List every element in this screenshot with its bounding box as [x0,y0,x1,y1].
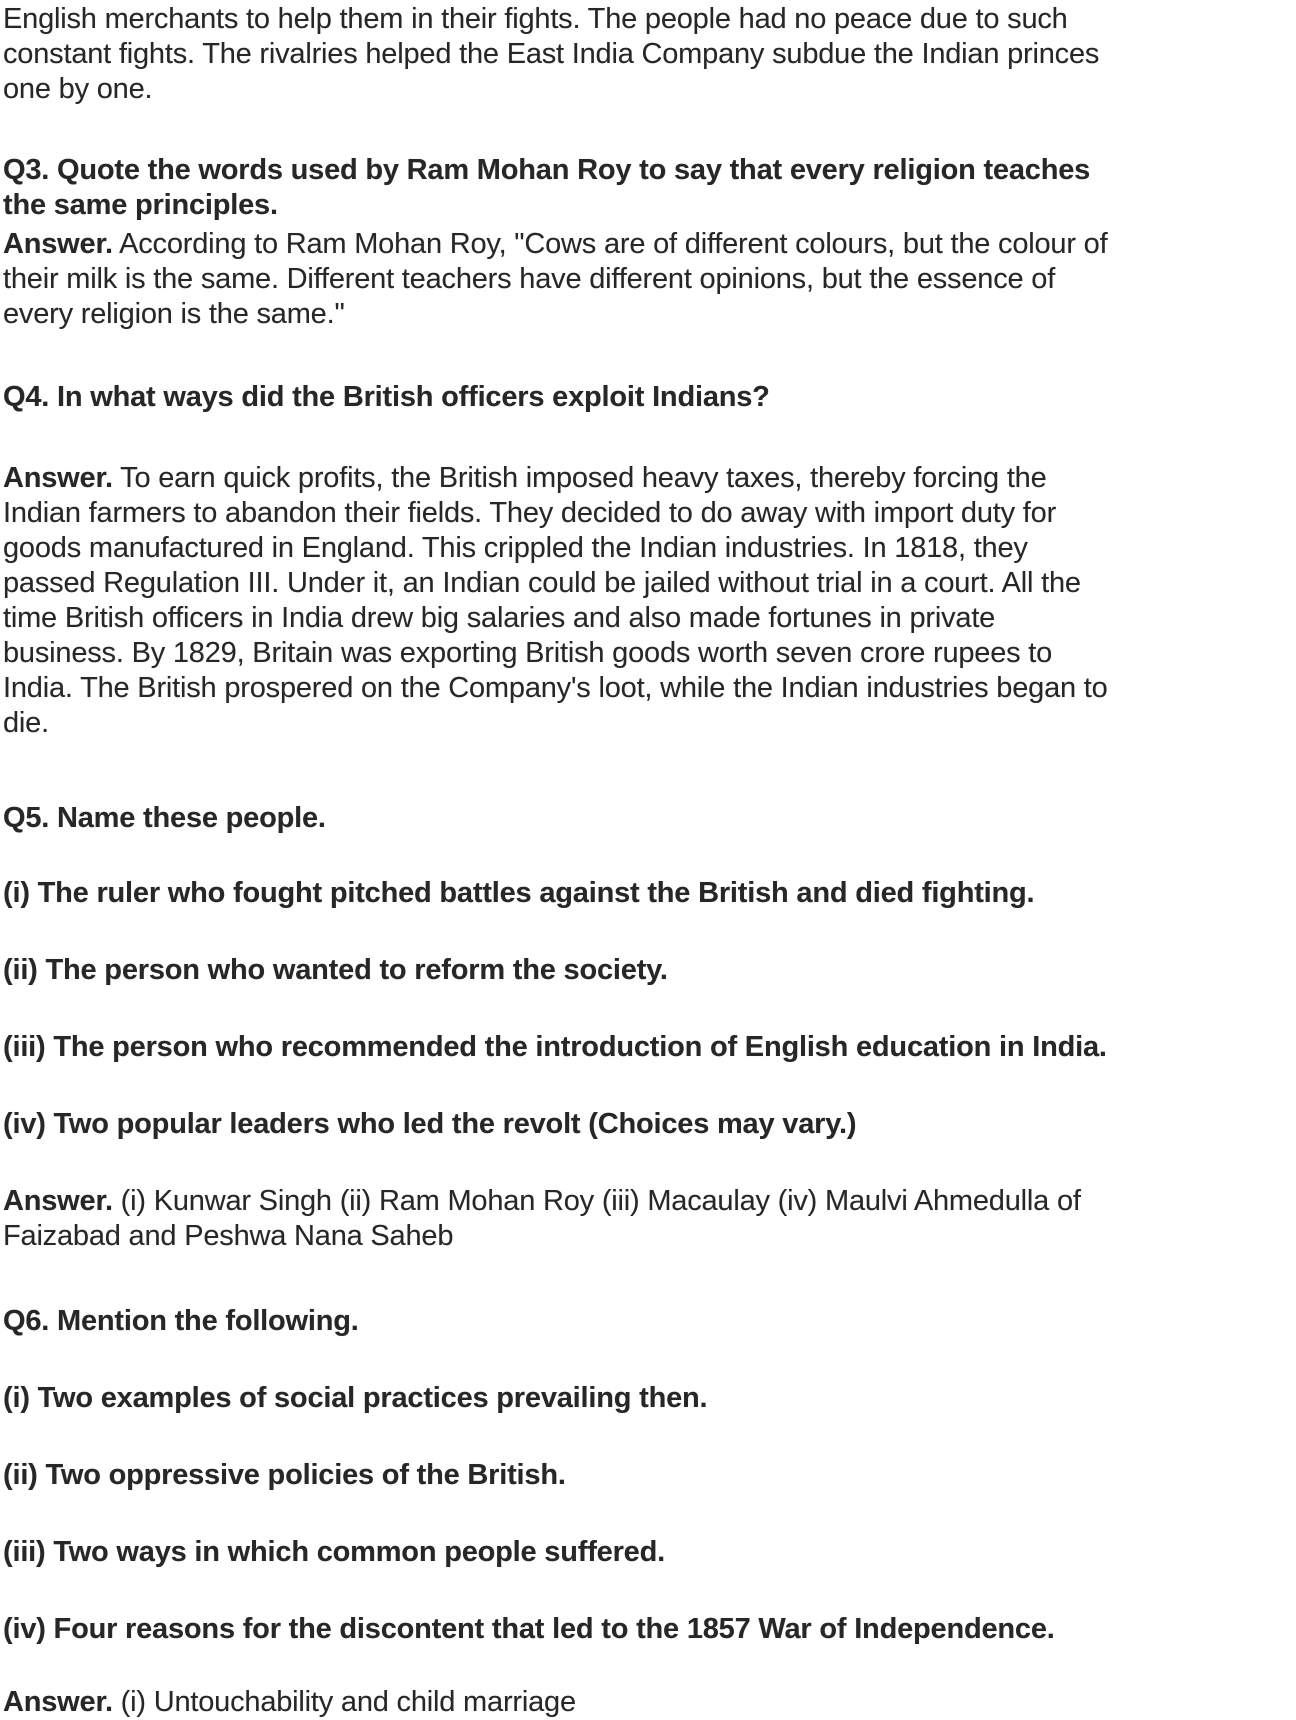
question-q3 [3,153,1294,223]
text-line: time British officers in India drew big salaries and also made fortunes in private [3,602,996,634]
q6-item-i [3,1381,1294,1416]
text-line: Indian farmers to abandon their fields. They decided to do away with import duty for [3,497,1057,529]
text-line: one by one. [3,73,153,105]
q5-item-iv [3,1107,1294,1142]
text-line: Q4. In what ways did the British officers exploit Indians? [3,381,770,413]
text-line: English merchants to help them in their fights. The people had no peace due to such [3,3,1068,35]
text-line: every religion is the same." [3,298,345,330]
paragraph-continuation [3,2,1294,107]
text-line [3,1184,1294,1219]
text-line: die. [3,707,49,739]
text-line: (iv) Four reasons for the discontent that led to the 1857 War of Independence. [3,1613,1055,1645]
q6-item-ii [3,1458,1294,1493]
text-line: constant fights. The rivalries helped the East India Company subdue the Indian princes [3,38,1100,70]
text-line: (i) The ruler who fought pitched battles against the British and died fighting. [3,877,1035,909]
text-line: their milk is the same. Different teachers have different opinions, but the essence of [3,263,1056,295]
text-line: business. By 1829, Britain was exporting British goods worth seven crore rupees to [3,637,1053,669]
text-line: (i) Two examples of social practices prevailing then. [3,1382,708,1414]
text-line: passed Regulation III. Under it, an Indian could be jailed without trial in a court. All the [3,567,1081,599]
text-line: Q5. Name these people. [3,802,326,834]
answer-label: Answer. [3,228,113,260]
text-line: Q6. Mention the following. [3,1305,359,1337]
q5-item-ii [3,953,1294,988]
text-line: Faizabad and Peshwa Nana Saheb [3,1220,454,1252]
answer-text: According to Ram Mohan Roy, "Cows are of different colours, but the colour of [112,228,1108,260]
question-q4 [3,380,1294,415]
answer-q3 [3,227,1294,332]
text-line: the same principles. [3,189,278,221]
text-line: (iii) Two ways in which common people suffered. [3,1536,665,1568]
q5-item-i [3,876,1294,911]
question-q6 [3,1304,1294,1339]
answer-text: (i) Untouchability and child marriage [112,1686,576,1718]
text-line: (ii) Two oppressive policies of the British. [3,1459,566,1491]
text-line [3,1685,1294,1720]
text-line: (iv) Two popular leaders who led the revolt (Choices may vary.) [3,1108,857,1140]
answer-q6 [3,1685,1294,1720]
text-line [3,461,1294,496]
answer-q5 [3,1184,1294,1254]
answer-label: Answer. [3,1185,113,1217]
answer-text: (i) Kunwar Singh (ii) Ram Mohan Roy (iii) Macaulay (iv) Maulvi Ahmedulla of [112,1185,1081,1217]
answer-text: To earn quick profits, the British imposed heavy taxes, thereby forcing the [112,462,1047,494]
answer-q4 [3,461,1294,741]
q6-item-iv [3,1612,1294,1647]
text-line: (iii) The person who recommended the introduction of English education in India. [3,1031,1107,1063]
text-line [3,227,1294,262]
text-line: India. The British prospered on the Company's loot, while the Indian industries began to [3,672,1108,704]
q6-item-iii [3,1535,1294,1570]
text-line: Q3. Quote the words used by Ram Mohan Roy to say that every religion teaches [3,154,1091,186]
answer-label: Answer. [3,1686,113,1718]
text-line: goods manufactured in England. This crippled the Indian industries. In 1818, they [3,532,1028,564]
question-q5 [3,801,1294,836]
text-line: (ii) The person who wanted to reform the society. [3,954,668,986]
q5-item-iii [3,1030,1294,1065]
answer-label: Answer. [3,462,113,494]
